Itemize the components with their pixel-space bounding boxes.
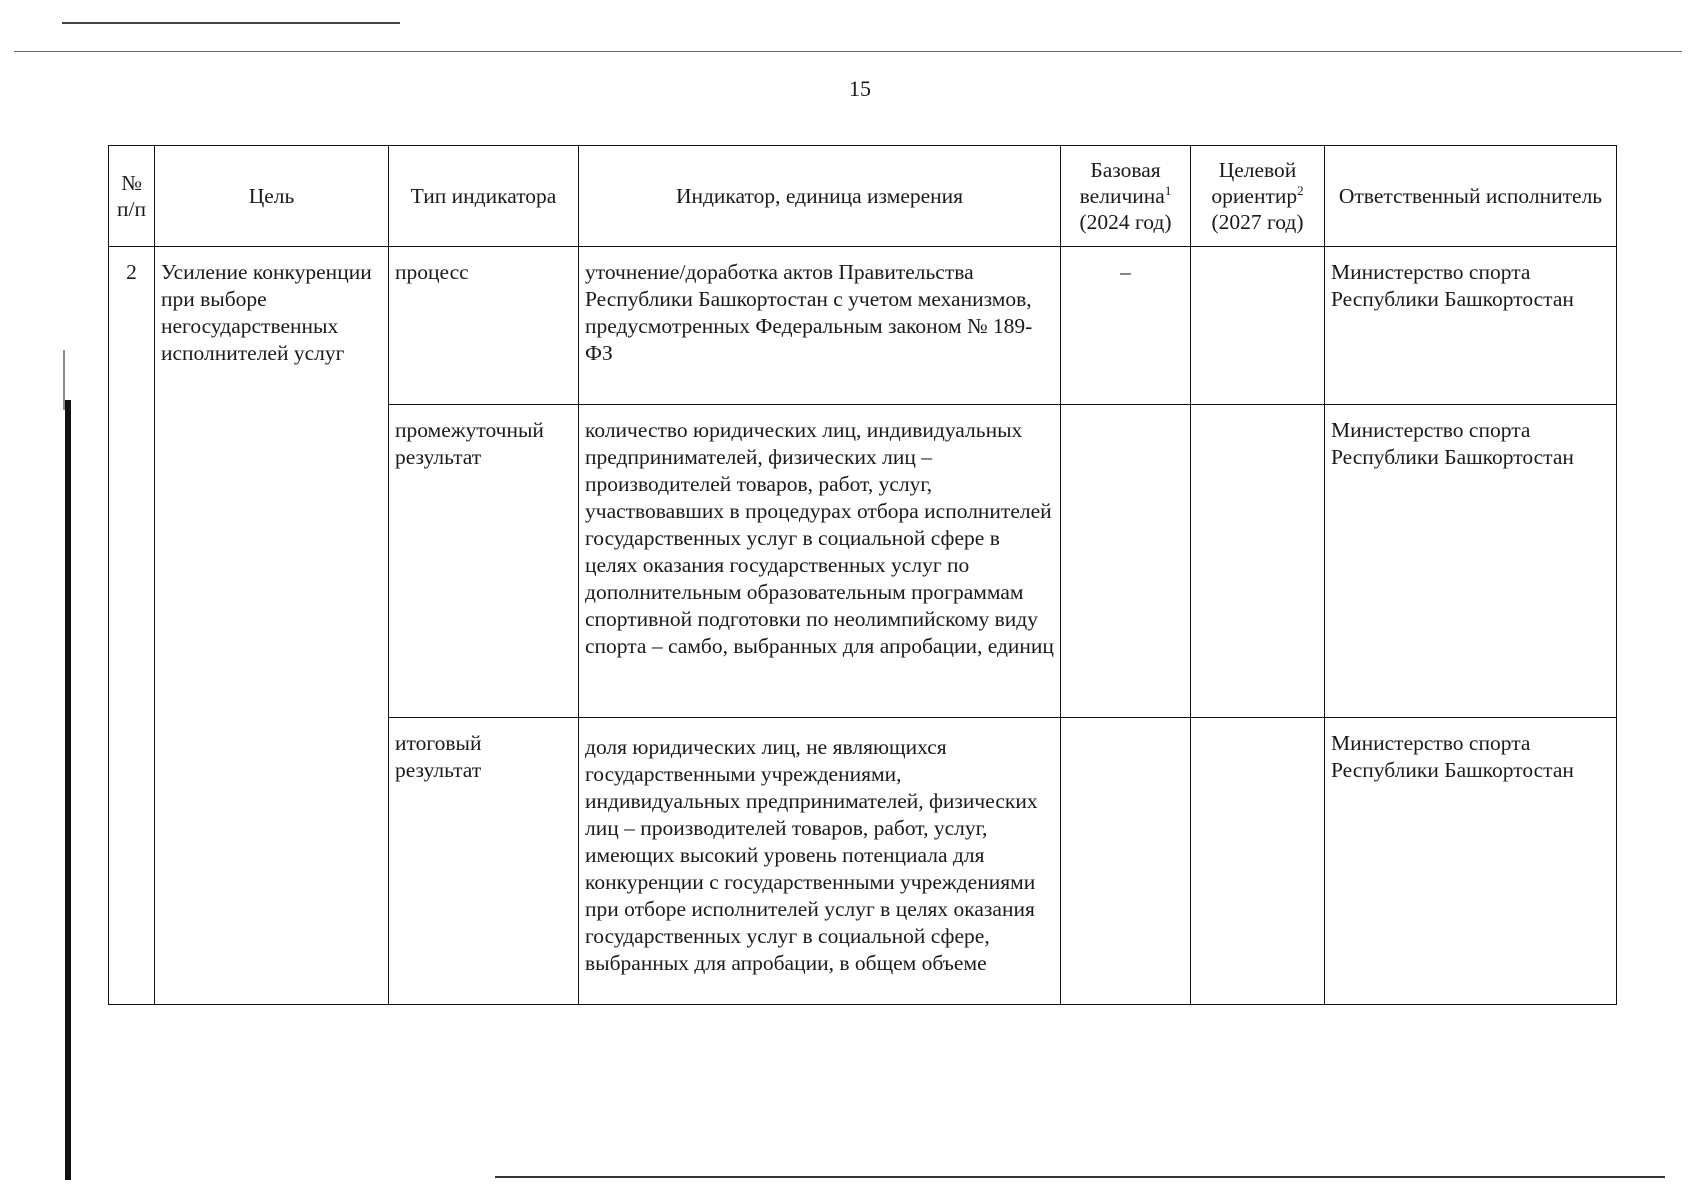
header-base-value-line2: величина (1079, 184, 1165, 208)
scan-artifact-bar (65, 400, 71, 1180)
cell-base-value: – (1061, 247, 1191, 405)
header-indicator-type: Тип индикатора (389, 146, 579, 247)
header-indicator: Индикатор, единица измерения (579, 146, 1061, 247)
footnote-mark: 2 (1297, 183, 1304, 198)
header-target-line2: ориентир (1211, 184, 1298, 208)
header-base-value-year: (2024 год) (1079, 210, 1172, 234)
cell-base-value (1061, 405, 1191, 718)
header-num: № п/п (109, 146, 155, 247)
header-target-line1: Целевой (1218, 158, 1297, 182)
cell-responsible: Министерство спорта Республики Башкортостан (1325, 247, 1617, 405)
cell-type: итоговый результат (389, 718, 579, 1005)
header-base-value (1061, 146, 1191, 247)
cell-base-value (1061, 718, 1191, 1005)
cell-num: 2 (109, 247, 155, 1005)
cell-type: промежуточный результат (389, 405, 579, 718)
header-target (1191, 146, 1325, 247)
footnote-mark: 1 (1164, 183, 1172, 198)
header-target-year: (2027 год) (1211, 210, 1304, 234)
cell-indicator: количество юридических лиц, индивидуальных предпринимателей, физических лиц – производителей товаров, работ, услуг, участвовавших в процедурах отбора исполнителей государственных услуг в социальной сфере в целях оказания государственных услуг по дополнительным образовательным программам спортивной подготовки по неолимпийскому виду спорта – самбо, выбранных для апробации, единиц (579, 405, 1061, 718)
cell-goal: Усиление конкуренции при выборе негосударственных исполнителей услуг (155, 247, 389, 1005)
cell-type: процесс (389, 247, 579, 405)
cell-target (1191, 718, 1325, 1005)
header-goal: Цель (155, 146, 389, 247)
cell-indicator: уточнение/доработка актов Правительства Республики Башкортостан с учетом механизмов, предусмотренных Федеральным законом № 189-ФЗ (579, 247, 1061, 405)
scan-artifact-line (62, 22, 400, 24)
indicators-table (108, 145, 1617, 1005)
table-header-row (109, 146, 1617, 247)
scan-artifact-line (14, 51, 1682, 52)
header-responsible: Ответственный исполнитель (1325, 146, 1617, 247)
cell-target (1191, 405, 1325, 718)
cell-indicator: доля юридических лиц, не являющихся государственными учреждениями, индивидуальных предпринимателей, физических лиц – производителей товаров, работ, услуг, имеющих высокий уровень потенциала для конкуренции с государственными учреждениями при отборе исполнителей услуг в целях оказания государственных услуг в социальной сфере, выбранных для апробации, в общем объеме (579, 718, 1061, 1005)
cell-responsible: Министерство спорта Республики Башкортостан (1325, 718, 1617, 1005)
cell-target (1191, 247, 1325, 405)
page-number: 15 (849, 76, 871, 101)
cell-responsible: Министерство спорта Республики Башкортостан (1325, 405, 1617, 718)
header-base-value-line1: Базовая (1090, 158, 1161, 182)
scan-artifact-line (495, 1176, 1665, 1178)
table-row (109, 247, 1617, 405)
